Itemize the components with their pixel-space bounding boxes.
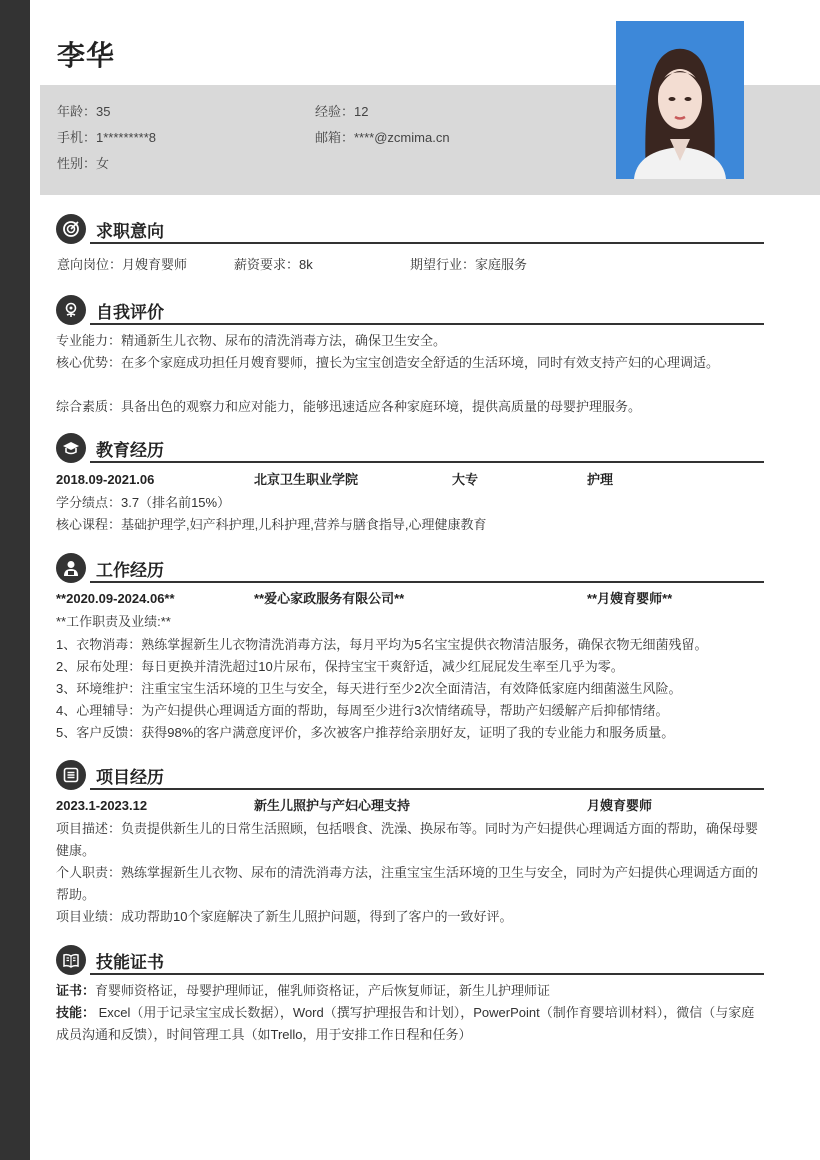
section-divider bbox=[90, 973, 764, 975]
info-gender: 性别：女 bbox=[57, 156, 110, 171]
education-school: 北京卫生职业学院 bbox=[254, 472, 359, 487]
work-company: **爱心家政服务有限公司** bbox=[254, 591, 405, 606]
section-header-education bbox=[56, 433, 764, 465]
education-degree: 大专 bbox=[452, 472, 479, 487]
skills-tools bbox=[56, 1002, 764, 1046]
work-duties-label: **工作职责及业绩:** bbox=[56, 614, 171, 629]
section-header-self-eval bbox=[56, 295, 764, 327]
info-age: 年龄：35 bbox=[57, 104, 111, 119]
book-icon bbox=[56, 945, 86, 975]
skill-label: 技能： bbox=[56, 1005, 96, 1020]
section-header-project bbox=[56, 760, 764, 792]
education-courses: 核心课程：基础护理学,妇产科护理,儿科护理,营养与膳食指导,心理健康教育 bbox=[56, 517, 487, 532]
profile-photo bbox=[616, 21, 744, 179]
list-icon bbox=[56, 760, 86, 790]
cert-label: 证书： bbox=[56, 983, 96, 998]
section-title-intent: 求职意向 bbox=[96, 222, 164, 241]
project-description: 项目描述：负责提供新生儿的日常生活照顾，包括喂食、洗澡、换尿布等。同时为产妇提供心理调适方面的帮助，确保母婴健康。 bbox=[56, 821, 759, 858]
intent-salary: 薪资要求：8k bbox=[234, 257, 313, 272]
project-achievement: 项目业绩：成功帮助10个家庭解决了新生儿照护问题，得到了客户的一致好评。 bbox=[56, 909, 513, 924]
work-duty-item: 3、环境维护：注重宝宝生活环境的卫生与安全，每天进行至少2次全面清洁，有效降低家庭内细菌滋生风险。 bbox=[56, 681, 682, 696]
skills-certificates bbox=[56, 980, 764, 1002]
project-responsibility: 个人职责：熟练掌握新生儿衣物、尿布的清洗消毒方法，注重宝宝生活环境的卫生与安全，同时为产妇提供心理调适方面的帮助。 bbox=[56, 865, 759, 902]
section-title-education: 教育经历 bbox=[96, 441, 164, 460]
intent-industry: 期望行业：家庭服务 bbox=[410, 257, 528, 272]
cert-text: 育婴师资格证，母婴护理师证，催乳师资格证，产后恢复师证，新生儿护理师证 bbox=[95, 983, 551, 998]
work-role: **月嫂育婴师** bbox=[587, 591, 673, 606]
section-header-work bbox=[56, 553, 764, 585]
target-icon bbox=[56, 214, 86, 244]
info-email: 邮箱：****@zcmima.cn bbox=[315, 130, 450, 145]
self-eval-line: 综合素质：具备出色的观察力和应对能力，能够迅速适应各种家庭环境，提供高质量的母婴护理服务。 bbox=[56, 399, 642, 414]
portrait-icon bbox=[616, 21, 744, 179]
graduation-cap-icon bbox=[56, 433, 86, 463]
work-period: **2020.09-2024.06** bbox=[56, 591, 175, 606]
section-header-intent bbox=[56, 214, 764, 246]
project-period: 2023.1-2023.12 bbox=[56, 798, 148, 813]
education-row bbox=[56, 469, 764, 491]
section-divider bbox=[90, 323, 764, 325]
intent-position: 意向岗位：月嫂育婴师 bbox=[57, 257, 188, 272]
section-title-self-eval: 自我评价 bbox=[96, 303, 164, 322]
education-major: 护理 bbox=[587, 472, 614, 487]
section-divider bbox=[90, 461, 764, 463]
project-role: 月嫂育婴师 bbox=[587, 798, 653, 813]
section-title-project: 项目经历 bbox=[96, 768, 164, 787]
left-sidebar-strip bbox=[0, 0, 30, 1160]
work-row bbox=[56, 588, 764, 610]
work-duty-item: 4、心理辅导：为产妇提供心理调适方面的帮助，每周至少进行3次情绪疏导，帮助产妇缓解产后抑郁情绪。 bbox=[56, 703, 669, 718]
info-phone: 手机：1*********8 bbox=[57, 130, 156, 145]
self-eval-line: 核心优势：在多个家庭成功担任月嫂育婴师，擅长为宝宝创造安全舒适的生活环境，同时有效支持产妇的心理调适。 bbox=[56, 355, 720, 370]
work-duty-item: 1、衣物消毒：熟练掌握新生儿衣物清洗消毒方法，每月平均为5名宝宝提供衣物清洁服务，确保衣物无细菌残留。 bbox=[56, 637, 708, 652]
person-icon bbox=[56, 553, 86, 583]
section-header-skills bbox=[56, 945, 764, 977]
section-title-work: 工作经历 bbox=[96, 561, 164, 580]
section-divider bbox=[90, 788, 764, 790]
work-duty-item: 2、尿布处理：每日更换并清洗超过10片尿布，保持宝宝干爽舒适，减少红屁屁发生率至几乎为零。 bbox=[56, 659, 624, 674]
skill-text: Excel（用于记录宝宝成长数据），Word（撰写护理报告和计划），PowerPoint（制作育婴培训材料），微信（与家庭成员沟通和反馈），时间管理工具（如Trello，用于安排工作日程和任务） bbox=[56, 1005, 755, 1042]
section-divider bbox=[90, 581, 764, 583]
section-divider bbox=[90, 242, 764, 244]
info-experience: 经验：12 bbox=[315, 104, 369, 119]
education-period: 2018.09-2021.06 bbox=[56, 472, 155, 487]
candidate-name: 李华 bbox=[57, 40, 116, 71]
flower-icon bbox=[56, 295, 86, 325]
section-title-skills: 技能证书 bbox=[96, 953, 164, 972]
self-eval-line: 专业能力：精通新生儿衣物、尿布的清洗消毒方法，确保卫生安全。 bbox=[56, 333, 447, 348]
project-row bbox=[56, 795, 764, 817]
education-gpa: 学分绩点：3.7（排名前15%） bbox=[56, 495, 231, 510]
work-duty-item: 5、客户反馈：获得98%的客户满意度评价，多次被客户推荐给亲朋好友，证明了我的专业能力和服务质量。 bbox=[56, 725, 675, 740]
project-name: 新生儿照护与产妇心理支持 bbox=[254, 798, 411, 813]
